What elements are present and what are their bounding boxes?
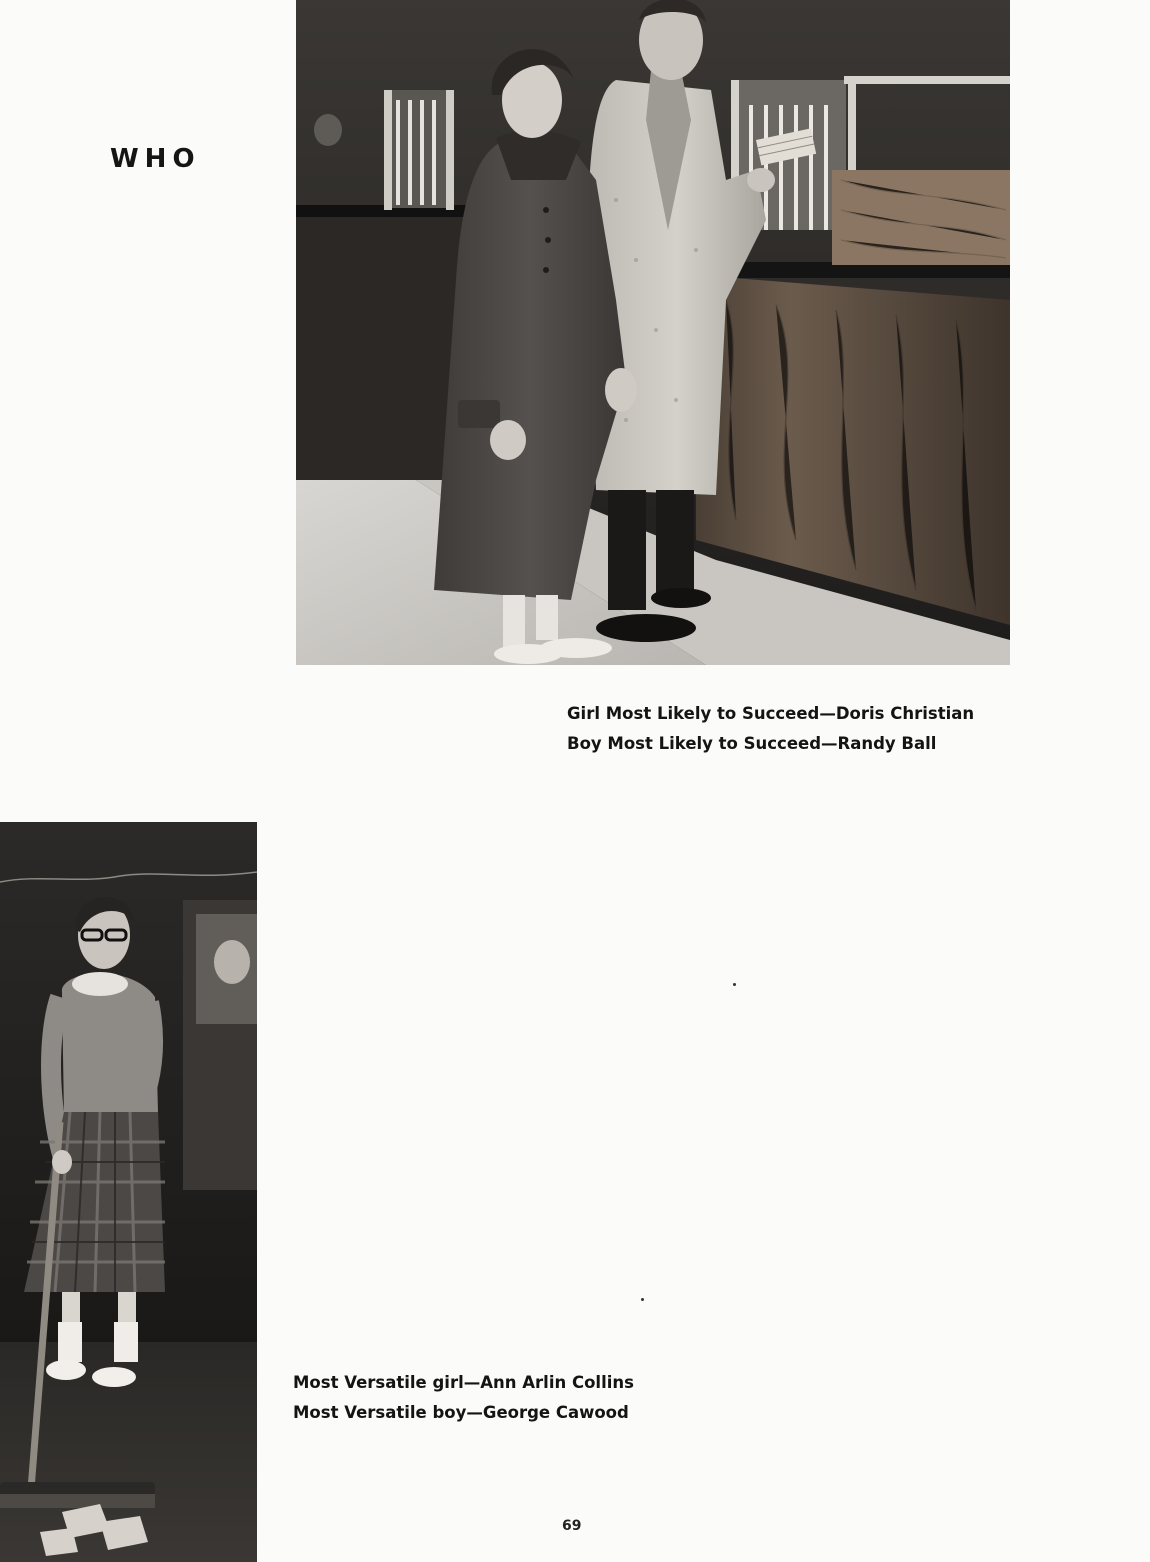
caption-most-versatile [293, 1368, 634, 1428]
paper-speck [733, 983, 736, 986]
photo-bank-counter [296, 0, 1010, 665]
page-number: 69 [562, 1518, 582, 1534]
caption-line: Most Versatile girl—Ann Arlin Collins [293, 1373, 634, 1392]
caption-most-likely-to-succeed [567, 699, 974, 759]
paper-speck [641, 1298, 644, 1301]
page-heading: WHO [110, 144, 201, 174]
photo-girl-with-broom [0, 822, 257, 1562]
caption-line: Girl Most Likely to Succeed—Doris Christian [567, 704, 975, 723]
caption-line: Most Versatile boy—George Cawood [293, 1403, 629, 1422]
caption-line: Boy Most Likely to Succeed—Randy Ball [567, 734, 937, 753]
